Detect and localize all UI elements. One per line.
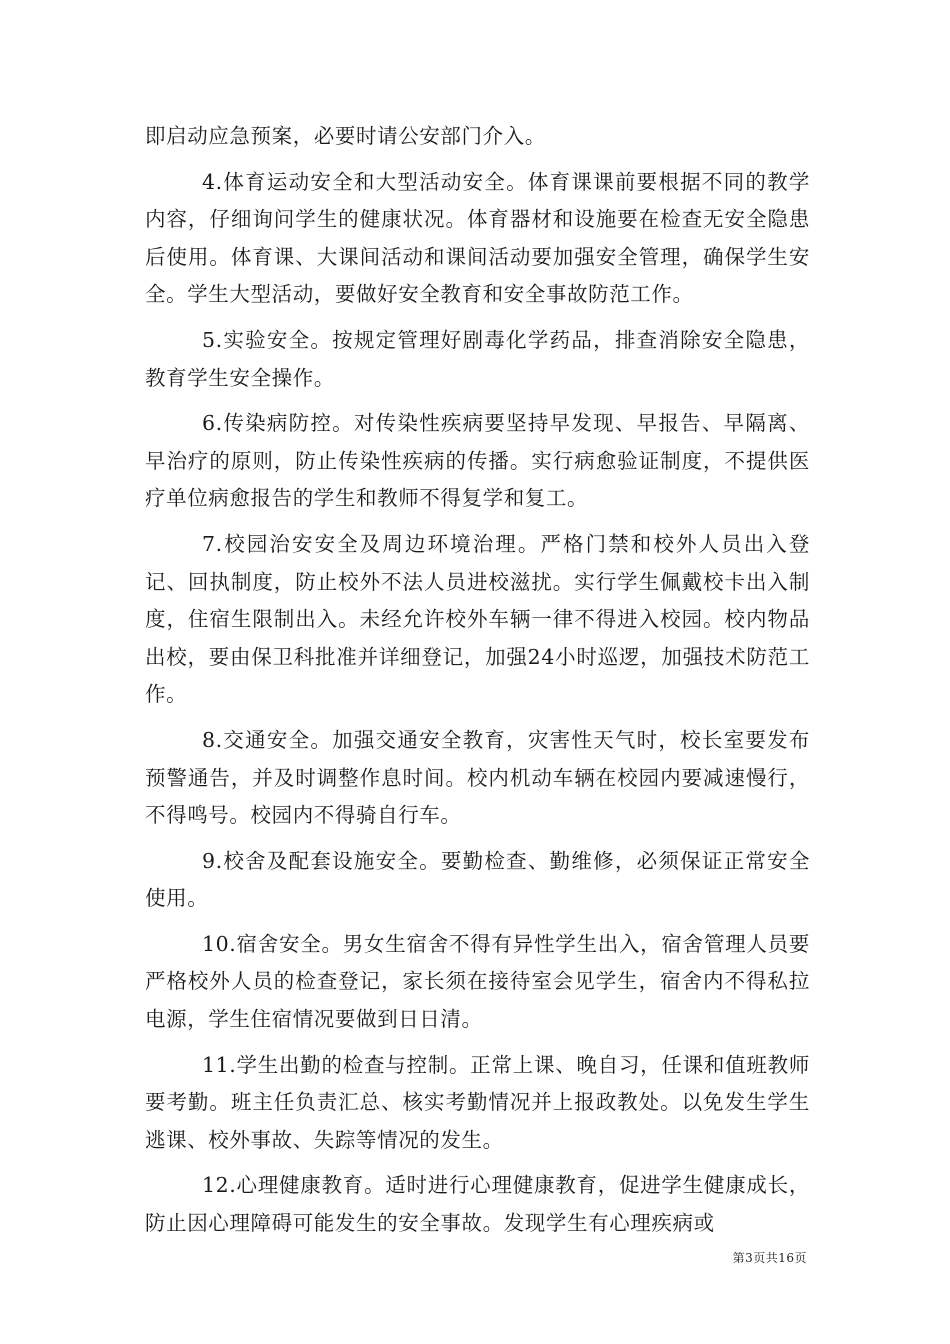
paragraph-disease-control: 6.传染病防控。对传染性疾病要坚持早发现、早报告、早隔离、早治疗的原则，防止传染性疾病的传播。实行病愈验证制度，不提供医疗单位病愈报告的学生和教师不得复学和复工。 bbox=[145, 411, 810, 511]
paragraph-facility-safety: 9.校舍及配套设施安全。要勤检查、勤维修，必须保证正常安全使用。 bbox=[145, 848, 810, 911]
paragraph-lab-safety: 5.实验安全。按规定管理好剧毒化学药品，排查消除安全隐患，教育学生安全操作。 bbox=[145, 327, 810, 390]
paragraph-continuation: 即启动应急预案，必要时请公安部门介入。 bbox=[145, 124, 546, 148]
page-number: 第3页共16页 bbox=[732, 1251, 807, 1265]
paragraph-mental-health: 12.心理健康教育。适时进行心理健康教育，促进学生健康成长，防止因心理障碍可能发生的安全事故。发现学生有心理疾病或 bbox=[145, 1173, 810, 1236]
document-body bbox=[145, 118, 810, 1251]
paragraph-traffic-safety: 8.交通安全。加强交通安全教育，灾害性天气时，校长室要发布预警通告，并及时调整作息时间。校内机动车辆在校园内要减速慢行，不得鸣号。校园内不得骑自行车。 bbox=[145, 727, 810, 828]
paragraph-campus-security: 7.校园治安安全及周边环境治理。严格门禁和校外人员出入登记、回执制度，防止校外不法人员进校滋扰。实行学生佩戴校卡出入制度，住宿生限制出入。未经允许校外车辆一律不得进入校园。校内物品出校，要由保卫科批准并详细登记，加强24小时巡逻，加强技术防范工作。 bbox=[145, 531, 810, 707]
paragraph-dormitory-safety: 10.宿舍安全。男女生宿舍不得有异性学生出入，宿舍管理人员要严格校外人员的检查登记，家长须在接待室会见学生，宿舍内不得私拉电源，学生住宿情况要做到日日清。 bbox=[145, 931, 810, 1032]
paragraph-attendance: 11.学生出勤的检查与控制。正常上课、晚自习，任课和值班教师要考勤。班主任负责汇总、核实考勤情况并上报政教处。以免发生学生逃课、校外事故、失踪等情况的发生。 bbox=[145, 1052, 810, 1152]
paragraph-sports-safety: 4.体育运动安全和大型活动安全。体育课课前要根据不同的教学内容，仔细询问学生的健康状况。体育器材和设施要在检查无安全隐患后使用。体育课、大课间活动和课间活动要加强安全管理，确保学生安全。学生大型活动，要做好安全教育和安全事故防范工作。 bbox=[145, 169, 810, 307]
